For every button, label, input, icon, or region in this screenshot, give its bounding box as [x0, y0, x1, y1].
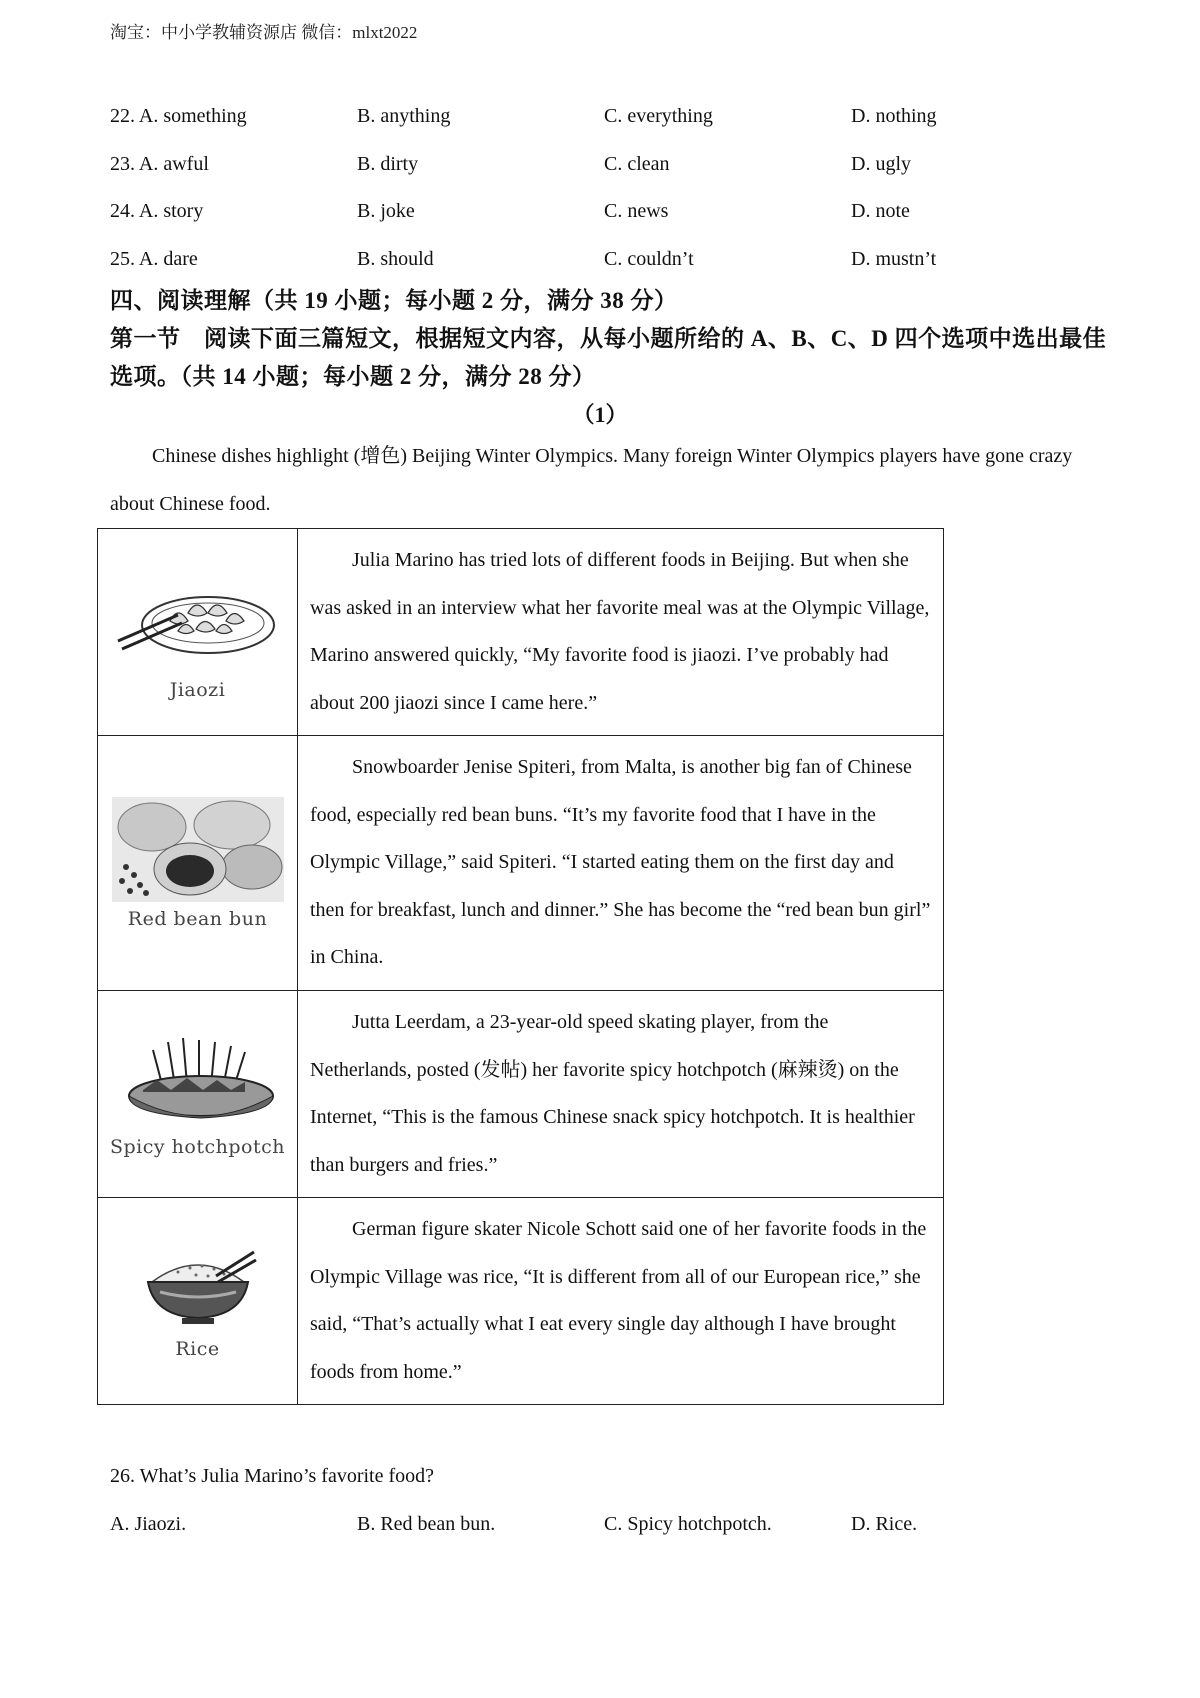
option-b: B. dirty [357, 153, 419, 175]
option-d: D. ugly [851, 153, 911, 175]
option-c: C. everything [604, 105, 713, 127]
option-b: B. joke [357, 200, 415, 222]
food-caption: Jiaozi [169, 679, 226, 701]
passage-text: Julia Marino has tried lots of different foods in Beijing. But when she was asked in an interview what her favorite meal was at the Olympic Village, Marino answered quickly, “My favorite food is jiaozi. I’ve probably had about 200 jiaozi since I came here.” [310, 549, 930, 714]
option-b: B. anything [357, 105, 451, 127]
table-row [98, 736, 944, 991]
passage-cell [298, 736, 944, 991]
option-d: D. mustn’t [851, 248, 937, 270]
table-row [98, 529, 944, 736]
jiaozi-picture-cell [98, 529, 298, 736]
option-b: B. should [357, 248, 434, 270]
red-bean-bun-picture-cell [98, 736, 298, 991]
jiaozi-illustration [108, 563, 288, 673]
red-bean-bun-illustration [112, 797, 284, 902]
answer-b: B. Red bean bun. [357, 1513, 496, 1535]
rice-picture-cell [98, 1198, 298, 1405]
answer-row-26 [110, 1513, 1110, 1543]
option-a: 24. A. story [110, 200, 204, 222]
option-a: 22. A. something [110, 105, 247, 127]
table-row [98, 1198, 944, 1405]
passage-text: Snowboarder Jenise Spiteri, from Malta, is another big fan of Chinese food, especially red bean buns. “It’s my favorite food that I have in the Olympic Village,” said Spiteri. “I started eating them on the first day and then for breakfast, lunch and dinner.” She has become the “red bean bun girl” in China. [310, 756, 931, 969]
food-table [97, 528, 944, 1405]
option-c: C. news [604, 200, 669, 222]
option-a: 23. A. awful [110, 153, 209, 175]
passage-cell [298, 1198, 944, 1405]
intro-paragraph [110, 432, 1100, 528]
question-26: 26. What’s Julia Marino’s favorite food? [110, 1465, 435, 1487]
subsection-heading: 第一节 阅读下面三篇短文，根据短文内容，从每小题所给的 A、B、C、D 四个选项中选出最佳选项。（共 14 小题；每小题 2 分，满分 28 分） [110, 326, 1107, 389]
rice-bowl-illustration [138, 1242, 258, 1332]
spicy-hotchpotch-picture-cell [98, 991, 298, 1198]
option-c: C. couldn’t [604, 248, 694, 270]
spicy-hotchpotch-illustration [113, 1030, 283, 1130]
answer-d: D. Rice. [851, 1513, 918, 1535]
option-c: C. clean [604, 153, 670, 175]
option-row-25 [110, 248, 1110, 278]
passage-cell [298, 991, 944, 1198]
option-row-22 [110, 105, 1110, 135]
passage-text: Jutta Leerdam, a 23-year-old speed skating player, from the Netherlands, posted (发帖) her favorite spicy hotchpotch (麻辣烫) on the Internet, “This is the famous Chinese snack spicy hotchpotch. It is healthier than burgers and fries.” [310, 1011, 915, 1176]
option-row-24 [110, 200, 1110, 230]
option-d: D. nothing [851, 105, 937, 127]
answer-a: A. Jiaozi. [110, 1513, 187, 1535]
food-caption: Red bean bun [127, 907, 268, 930]
answer-c: C. Spicy hotchpotch. [604, 1513, 772, 1535]
option-d: D. note [851, 200, 910, 222]
option-a: 25. A. dare [110, 248, 198, 270]
passage-cell [298, 529, 944, 736]
watermark-text: 淘宝：中小学教辅资源店 微信：mlxt2022 [110, 23, 418, 42]
table-row [98, 991, 944, 1198]
section-heading: 四、阅读理解（共 19 小题；每小题 2 分，满分 38 分） [110, 288, 678, 313]
food-caption: Spicy hotchpotch [110, 1136, 285, 1158]
intro-text: Chinese dishes highlight (增色) Beijing Winter Olympics. Many foreign Winter Olympics players have gone crazy about Chinese food. [110, 445, 1073, 515]
food-caption: Rice [175, 1338, 220, 1360]
passage-text: German figure skater Nicole Schott said one of her favorite foods in the Olympic Village was rice, “It is different from all of our European rice,” she said, “That’s actually what I eat every single day although I have brought foods from home.” [310, 1218, 927, 1383]
passage-number: （1） [572, 402, 628, 427]
option-row-23 [110, 153, 1110, 183]
